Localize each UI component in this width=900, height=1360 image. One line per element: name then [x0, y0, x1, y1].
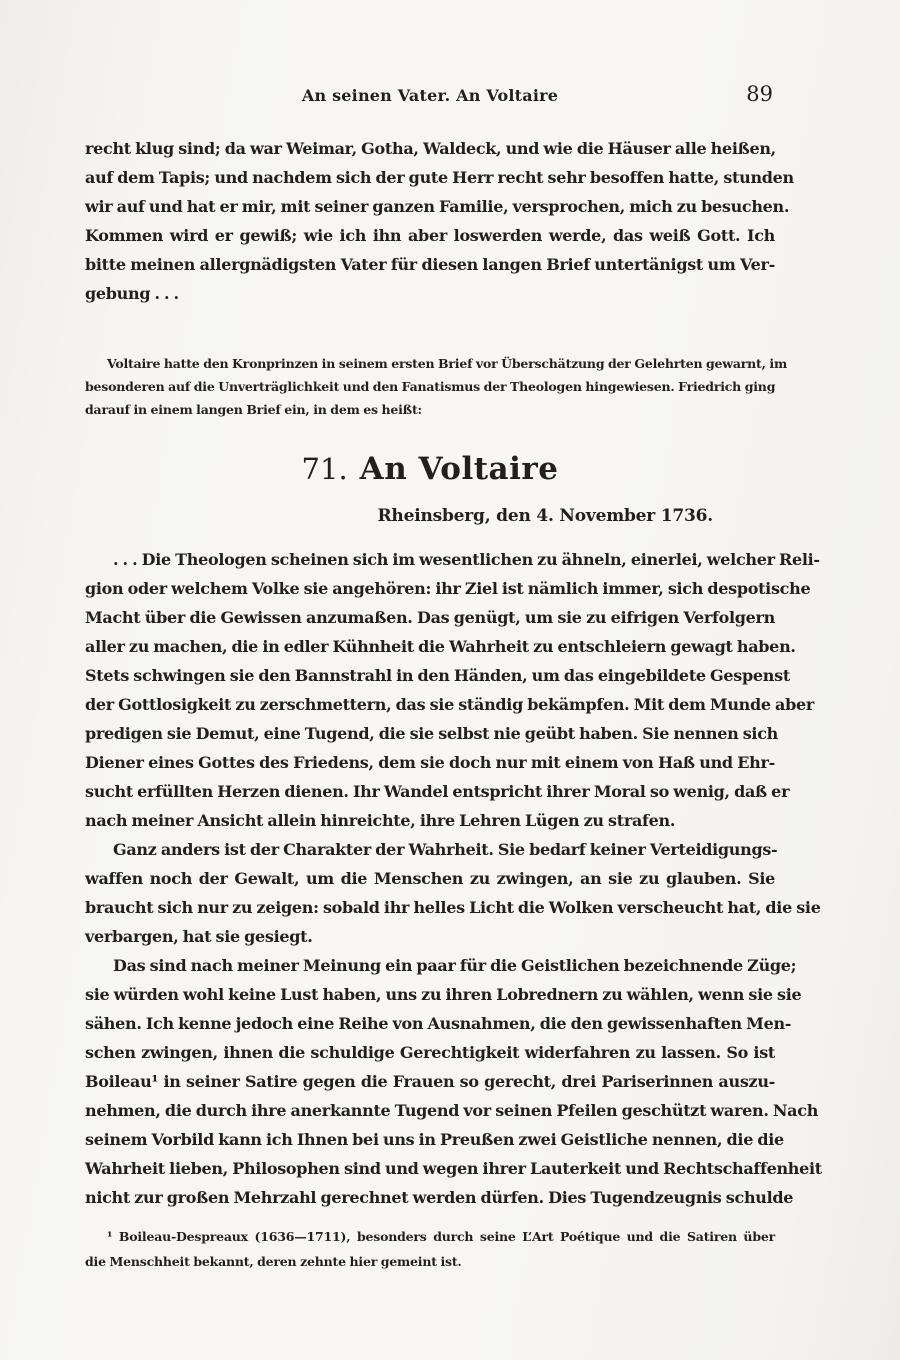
text-line: sucht erfüllten Herzen dienen. Ihr Wandel entspricht ihrer Moral so wenig, daß er: [85, 782, 790, 801]
text-line: darauf in einem langen Brief ein, in dem es heißt:: [85, 402, 422, 417]
text-line: gebung . . .: [85, 284, 179, 303]
text-line: braucht sich nur zu zeigen: sobald ihr helles Licht die Wolken verscheucht hat, die sie: [85, 898, 821, 917]
text-line: Macht über die Gewissen anzumaßen. Das genügt, um sie zu eifrigen Verfolgern: [85, 608, 775, 627]
text-line: nicht zur großen Mehrzahl gerechnet werden dürfen. Dies Tugendzeugnis schulde: [85, 1188, 794, 1207]
text-line: Kommen wird er gewiß; wie ich ihn aber loswerden werde, das weiß Gott. Ich: [85, 226, 775, 245]
text-line: wir auf und hat er mir, mit seiner ganzen Familie, versprochen, mich zu besuchen.: [85, 197, 790, 216]
text-line: Das sind nach meiner Meinung ein paar für die Geistlichen bezeichnende Züge;: [113, 956, 797, 975]
text-line: verbargen, hat sie gesiegt.: [85, 927, 313, 946]
text-line: aller zu machen, die in edler Kühnheit die Wahrheit zu entschleiern gewagt haben.: [85, 637, 796, 656]
letter-paragraph-3: [85, 951, 822, 1212]
letter-title: An Voltaire: [359, 451, 559, 487]
text-line: ¹ Boileau-Despreaux (1636—1711), besonders durch seine L’Art Poétique und die Satiren über: [107, 1229, 775, 1244]
text-line: der Gottlosigkeit zu zerschmettern, das sie ständig bekämpfen. Mit dem Munde aber: [85, 695, 815, 714]
page-header: [85, 84, 775, 108]
text-line: nach meiner Ansicht allein hinreichte, ihre Lehren Lügen zu strafen.: [85, 811, 676, 830]
text-line: seinem Vorbild kann ich Ihnen bei uns in Preußen zwei Geistliche nennen, die die: [85, 1130, 784, 1149]
text-line: Voltaire hatte den Kronprinzen in seinem ersten Brief vor Überschätzung der Gelehrten gewarnt, im: [107, 356, 787, 371]
text-line: Stets schwingen sie den Bannstrahl in den Händen, um das eingebildete Gespenst: [85, 666, 790, 685]
text-line: bitte meinen allergnädigsten Vater für diesen langen Brief untertänigst um Ver-: [85, 255, 775, 274]
text-line: die Menschheit bekannt, deren zehnte hier gemeint ist.: [85, 1254, 462, 1269]
text-line: . . . Die Theologen scheinen sich im wesentlichen zu ähneln, einerlei, welcher Reli-: [113, 550, 820, 569]
text-line: schen zwingen, ihnen die schuldige Gerechtigkeit widerfahren zu lassen. So ist: [85, 1043, 775, 1062]
text-line: nehmen, die durch ihre anerkannte Tugend vor seinen Pfeilen geschützt waren. Nach: [85, 1101, 819, 1120]
text-line: sie würden wohl keine Lust haben, uns zu ihren Lobrednern zu wählen, wenn sie sie: [85, 985, 802, 1004]
text-line: Ganz anders ist der Charakter der Wahrheit. Sie bedarf keiner Verteidigungs-: [113, 840, 778, 859]
letter-number: 71.: [301, 452, 348, 486]
footnote: [85, 1224, 775, 1274]
text-line: besonderen auf die Unverträglichkeit und den Fanatismus der Theologen hingewiesen. Friedrich ging: [85, 379, 776, 394]
letter-paragraph-1: [85, 545, 820, 835]
text-line: Wahrheit lieben, Philosophen sind und wegen ihrer Lauterkeit und Rechtschaffenheit: [85, 1159, 822, 1178]
letter-paragraph-2: [85, 835, 821, 951]
text-line: auf dem Tapis; und nachdem sich der gute Herr recht sehr besoffen hatte, stunden: [85, 168, 794, 187]
text-line: Boileau¹ in seiner Satire gegen die Frauen so gerecht, drei Pariserinnen auszu-: [85, 1072, 775, 1091]
text-line: Diener eines Gottes des Friedens, dem sie doch nur mit einem von Haß und Ehr-: [85, 753, 775, 772]
text-line: gion oder welchem Volke sie angehören: ihr Ziel ist nämlich immer, sich despotische: [85, 579, 811, 598]
running-title: An seinen Vater. An Voltaire: [301, 86, 559, 105]
letter-heading: [85, 447, 775, 491]
text-line: recht klug sind; da war Weimar, Gotha, Waldeck, und wie die Häuser alle heißen,: [85, 139, 776, 158]
letter-continuation-paragraph: [85, 134, 794, 308]
text-line: predigen sie Demut, eine Tugend, die sie selbst nie geübt haben. Sie nennen sich: [85, 724, 778, 743]
text-line: sähen. Ich kenne jedoch eine Reihe von Ausnahmen, die den gewissenhaften Men-: [85, 1014, 792, 1033]
page-number: 89: [746, 82, 773, 106]
text-line: waffen noch der Gewalt, um die Menschen zu zwingen, an sie zu glauben. Sie: [85, 869, 775, 888]
editor-note: [85, 352, 787, 421]
letter-dateline: Rheinsberg, den 4. November 1736.: [377, 506, 713, 526]
